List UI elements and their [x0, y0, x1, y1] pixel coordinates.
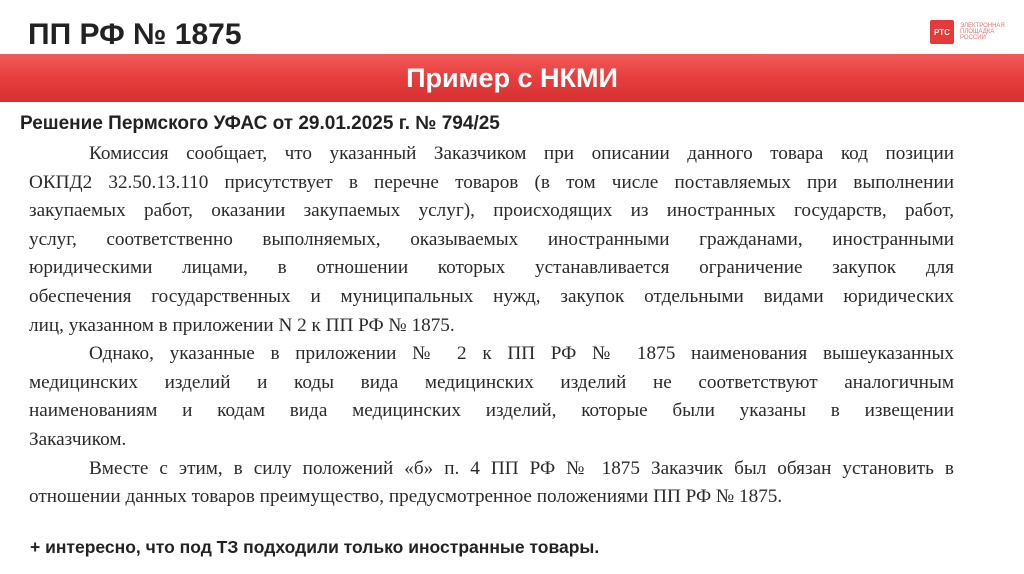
document-line: закупаемых работ, оказании закупаемых услуг), происходящих из иностранных государств, работ,	[29, 200, 954, 222]
rts-logo-mark: РТС	[930, 20, 954, 44]
banner-title: Пример с НКМИ	[406, 62, 618, 93]
document-paragraph	[29, 455, 954, 512]
document-line: Вместе с этим, в силу положений «б» п. 4 ПП РФ № 1875 Заказчик был обязан установить в	[89, 457, 954, 479]
rts-logo-caption: ЭЛЕКТРОННАЯ ПЛОЩАДКА РОССИИ	[960, 23, 1005, 41]
document-line: Заказчиком.	[29, 428, 127, 450]
document-line: обеспечения государственных и муниципальных нужд, закупок отдельными видами юридических	[29, 285, 954, 307]
document-line: наименованиям и кодам вида медицинских изделий, которые были указаны в извещении	[29, 400, 954, 422]
document-paragraph	[29, 140, 954, 340]
document-line: отношении данных товаров преимущество, предусмотренное положениями ПП РФ № 1875.	[29, 486, 783, 508]
document-line: Комиссия сообщает, что указанный Заказчиком при описании данного товара код позиции	[89, 143, 954, 164]
document-line: Однако, указанные в приложении № 2 к ПП РФ № 1875 наименования вышеуказанных	[89, 343, 954, 365]
document-line: лиц, указанном в приложении N 2 к ПП РФ № 1875.	[29, 314, 455, 336]
section-banner	[0, 54, 1024, 102]
decision-reference: Решение Пермского УФАС от 29.01.2025 г. № 794/25	[20, 113, 500, 134]
slide-title: ПП РФ № 1875	[28, 18, 242, 51]
document-line: услуг, соответственно выполняемых, оказываемых иностранными гражданами, иностранными	[29, 228, 954, 250]
document-line: ОКПД2 32.50.13.110 присутствует в перечне товаров (в том числе поставляемых при выполнении	[29, 171, 954, 193]
footnote: + интересно, что под ТЗ подходили только иностранные товары.	[30, 537, 600, 557]
document-line: юридическими лицами, в отношении которых устанавливается ограничение закупок для	[29, 257, 954, 279]
rts-logo	[930, 20, 1006, 44]
document-excerpt	[29, 140, 954, 512]
document-line: медицинских изделий и коды вида медицинских изделий не соответствуют аналогичным	[29, 371, 954, 393]
document-paragraph	[29, 340, 954, 454]
